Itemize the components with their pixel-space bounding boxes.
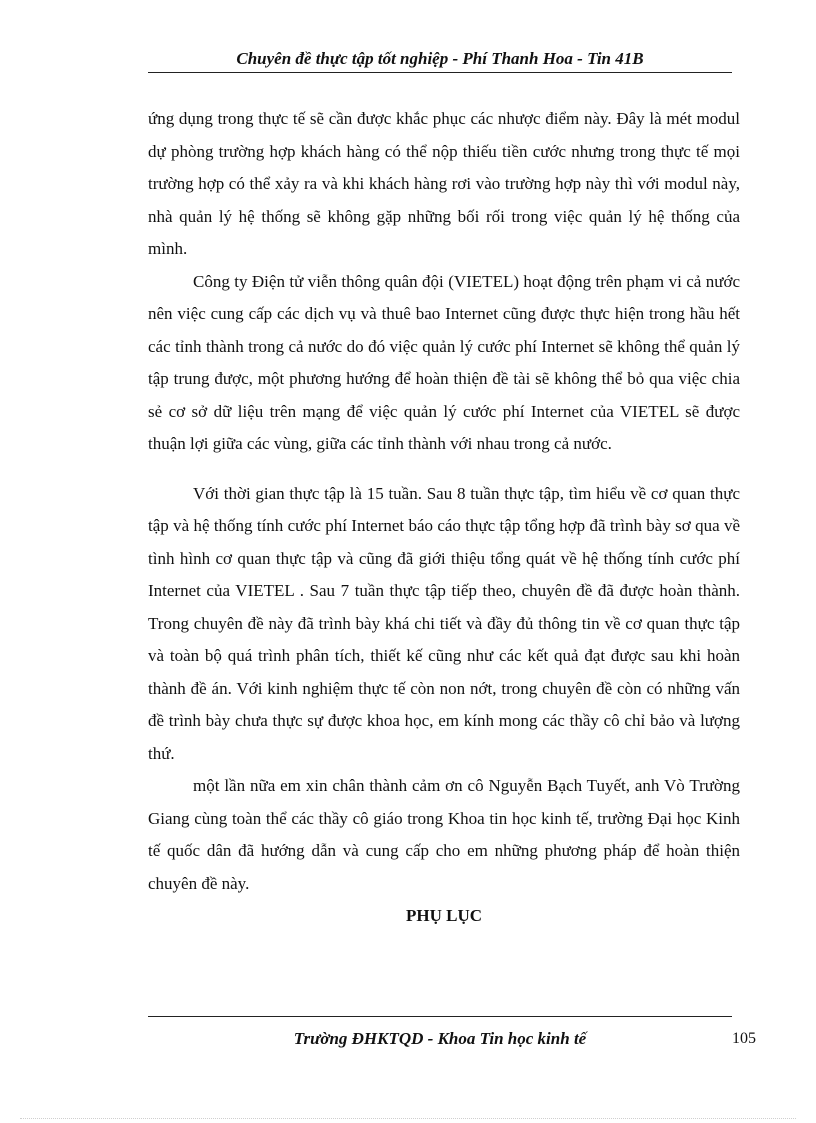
paragraph-1: ứng dụng trong thực tế sẽ cần được khắc phục các nhược điểm này. Đây là mét modul dự phòng trường hợp khách hàng có thể nộp thiếu tiền cước nhưng trong thực tế mọi trường hợp có thể xảy ra và khi khách hàng rơi vào trường hợp này thì với modul này, nhà quản lý hệ thống sẽ không gặp những bối rối trong việc quản lý hệ thống của mình. bbox=[148, 109, 740, 258]
running-header: Chuyên đề thực tập tốt nghiệp - Phí Thanh Hoa - Tin 41B bbox=[236, 49, 644, 68]
paragraph-3: Với thời gian thực tập là 15 tuần. Sau 8 tuần thực tập, tìm hiểu về cơ quan thực tập và hệ thống tính cước phí Internet báo cáo thực tập tổng hợp đã trình bày sơ qua về tình hình cơ quan thực tập và cũng đã giới thiệu tổng quát về hệ thống tính cước phí Internet của VIETEL . Sau 7 tuần thực tập tiếp theo, chuyên đề đã được hoàn thành. Trong chuyên đề này đã trình bày khá chi tiết và đầy đủ thông tin về cơ quan thực tập và toàn bộ quá trình phân tích, thiết kế cũng như các kết quả đạt được sau khi hoàn thành đề án. Với kinh nghiệm thực tế còn non nớt, trong chuyên đề còn có những vấn đề trình bày chưa thực sự được khoa học, em kính mong các thầy cô chỉ bảo và lượng thứ. bbox=[148, 483, 740, 763]
appendix-heading: PHỤ LỤC bbox=[405, 906, 483, 925]
paragraph-2: Công ty Điện tử viễn thông quân đội (VIETEL) hoạt động trên phạm vi cả nước nên việc cung cấp các dịch vụ và thuê bao Internet cũng được thực hiện trong hầu hết các tỉnh thành trong cả nước do đó việc quản lý cước phí Internet sẽ không thể quản lý tập trung được, một phương hướng để hoàn thiện đề tài sẽ không thể bỏ qua việc chia sẻ cơ sở dữ liệu trên mạng để việc quản lý cước phí Internet của VIETEL sẽ được thuận lợi giữa các vùng, giữa các tỉnh thành với nhau trong cả nước. bbox=[148, 271, 740, 453]
paragraph-4: một lần nữa em xin chân thành cảm ơn cô Nguyễn Bạch Tuyết, anh Vò Trường Giang cùng toàn thể các thầy cô giáo trong Khoa tin học kinh tế, trường Đại học Kinh tế quốc dân đã hướng dẫn và cung cấp cho em những phương pháp để hoàn thiện chuyên đề này. bbox=[148, 776, 740, 893]
header-divider bbox=[148, 72, 732, 73]
running-footer: Trường ĐHKTQD - Khoa Tin học kinh tế bbox=[293, 1029, 587, 1048]
page-edge-divider bbox=[20, 1118, 796, 1119]
body-text bbox=[148, 103, 740, 933]
footer-divider bbox=[148, 1016, 732, 1017]
page-number: 105 bbox=[732, 1030, 756, 1047]
